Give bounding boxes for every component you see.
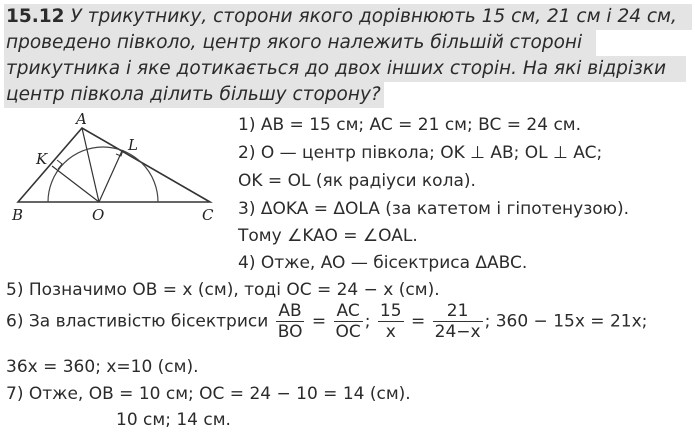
label-l: L xyxy=(128,136,138,154)
problem-statement xyxy=(4,4,690,108)
fraction-numerator: 15 xyxy=(379,301,402,321)
step-3a: 3) ΔOKA = ΔOLA (за катетом і гіпотенузою). xyxy=(238,199,629,219)
fraction-denominator: x xyxy=(385,322,396,342)
triangle-figure xyxy=(4,112,224,232)
label-a: A xyxy=(76,112,87,128)
label-k: K xyxy=(36,150,48,168)
step-2b: OK = OL (як радіуси кола). xyxy=(238,171,476,191)
step-2a: 2) O — центр півкола; OK ⊥ AB; OL ⊥ AC; xyxy=(238,143,603,163)
label-b: B xyxy=(12,206,24,224)
label-o: O xyxy=(92,206,105,224)
fraction-denominator: 24−x xyxy=(434,322,481,342)
fraction-numerator: AB xyxy=(276,301,305,322)
step-1: 1) AB = 15 см; AC = 21 см; BC = 24 см. xyxy=(238,115,582,135)
fraction-denominator: OC xyxy=(335,322,361,342)
step-5: 5) Позначимо OB = x (см), тоді OC = 24 − x (см). xyxy=(6,280,440,300)
label-c: C xyxy=(202,206,214,224)
segment-ol xyxy=(99,151,122,202)
fraction-numerator: 21 xyxy=(433,301,483,322)
problem-text-1: У трикутнику, сторони якого дорівнюють 15 см, 21 см і 24 см, xyxy=(70,6,677,27)
step-6b: 36x = 360; x=10 (см). xyxy=(6,357,199,377)
problem-number: 15.12 xyxy=(6,6,65,27)
fraction-numerator: AC xyxy=(334,301,363,322)
step-6-suffix: ; 360 − 15x = 21x; xyxy=(484,311,648,332)
problem-line-3: трикутника і яке дотикається до двох інших сторін. На які відрізки xyxy=(4,56,686,82)
problem-line-4: центр півкола ділить більшу сторону? xyxy=(4,82,384,108)
answer: 10 см; 14 см. xyxy=(116,410,231,430)
fraction-denominator: BO xyxy=(277,322,303,342)
problem-line-1 xyxy=(4,4,692,30)
equals-sign: = xyxy=(311,311,327,332)
equals-sign: = xyxy=(410,311,426,332)
fraction-15-x xyxy=(378,301,404,342)
step-6 xyxy=(6,301,647,342)
step-4: 4) Отже, AO — бісектриса ΔABC. xyxy=(238,253,528,273)
fraction-ab-bo xyxy=(276,301,305,342)
step-7: 7) Отже, OB = 10 см; OC = 24 − 10 = 14 (см). xyxy=(6,384,411,404)
step-6-prefix: 6) За властивістю бісектриси xyxy=(6,311,269,332)
problem-line-2: проведено півколо, центр якого належить більшій стороні xyxy=(4,30,596,56)
fraction-21-24-x xyxy=(433,301,483,342)
right-angle-k xyxy=(57,160,62,169)
separator: ; xyxy=(364,311,371,332)
step-3b: Тому ∠KAO = ∠OAL. xyxy=(238,226,418,246)
fraction-ac-oc xyxy=(334,301,363,342)
